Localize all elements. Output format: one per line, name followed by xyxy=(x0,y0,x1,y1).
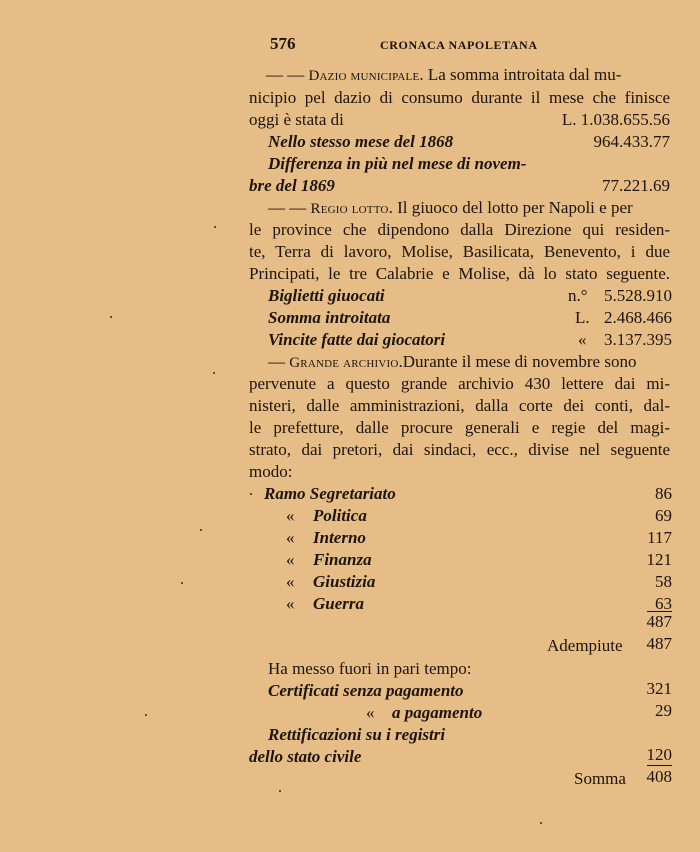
archivio-line5: strato, dai pretori, dai sindaci, ecc., divise nel seguente xyxy=(249,440,670,459)
lotto-heading: Regio lotto xyxy=(310,201,389,217)
rettif-value: 120 xyxy=(646,745,672,764)
dazio-line4-label: Nello stesso mese del 1868 xyxy=(268,132,454,151)
cert-paid-label: a pagamento xyxy=(392,703,483,722)
lotto-row-value: 2.468.466 xyxy=(604,308,672,327)
dazio-dash: — — xyxy=(266,65,305,84)
branch-value: 58 xyxy=(655,572,672,591)
archivio-heading: Grande archivio xyxy=(289,355,399,371)
lotto-row-prefix: n.° xyxy=(568,286,588,305)
lotto-row-value: 5.528.910 xyxy=(604,286,672,305)
lotto-row-label: Biglietti giuocati xyxy=(268,286,385,305)
branch-label: Politica xyxy=(313,506,367,525)
branch-value: 69 xyxy=(655,506,672,525)
running-title: CRONACA NAPOLETANA xyxy=(380,38,538,52)
dazio-heading: Dazio municipale xyxy=(308,68,420,84)
dazio-line6-value: 77.221.69 xyxy=(602,176,670,195)
archivio-heading-line xyxy=(268,351,672,374)
scan-speck xyxy=(181,582,183,584)
adempiute-label: Adempiute xyxy=(547,636,623,655)
rettif-line2: dello stato civile xyxy=(249,747,362,766)
dazio-heading-line xyxy=(266,64,672,87)
branch-value: 121 xyxy=(646,550,672,569)
archivio-line2: pervenute a questo grande archivio 430 lettere dai mi- xyxy=(249,374,670,393)
branch-label: Giustizia xyxy=(313,572,376,591)
lotto-row-prefix: L. xyxy=(575,308,590,327)
page-number: 576 xyxy=(270,34,296,53)
lotto-dash: — — xyxy=(268,198,307,217)
lotto-row-prefix: « xyxy=(578,330,587,349)
dazio-line5: Differenza in più nel mese di novem- xyxy=(268,154,527,173)
cert-free-value: 321 xyxy=(646,679,672,698)
archivio-line3: nisteri, dalle amministrazioni, dalla corte dei conti, dal- xyxy=(249,396,670,415)
dazio-line2: nicipio pel dazio di consumo durante il mese che finisce xyxy=(249,88,670,107)
issued-intro: Ha messo fuori in pari tempo: xyxy=(268,659,472,678)
branch-ditto: « xyxy=(286,506,295,525)
cert-paid-value: 29 xyxy=(655,701,672,720)
lotto-line2: le province che dipendono dalla Direzione qui residen- xyxy=(249,220,670,239)
lotto-row-label: Somma introitata xyxy=(268,308,391,327)
scan-speck xyxy=(145,714,147,716)
cert-free-label: Certificati senza pagamento xyxy=(268,681,464,700)
lotto-row-label: Vincite fatte dai giocatori xyxy=(268,330,446,349)
branch-value: 86 xyxy=(655,484,672,503)
branch-value: 63 xyxy=(655,594,672,613)
cert-paid-ditto: « xyxy=(366,703,375,722)
archivio-dash: — xyxy=(268,352,285,371)
dazio-line3-label: oggi è stata di xyxy=(249,110,344,129)
dazio-line4-value: 964.433.77 xyxy=(593,132,670,151)
dazio-line6-label: bre del 1869 xyxy=(249,176,335,195)
archivio-line1: .Durante il mese di novembre sono xyxy=(398,352,637,371)
scan-speck xyxy=(214,226,216,228)
somma-label: Somma xyxy=(574,769,626,788)
branch-label: Finanza xyxy=(313,550,372,569)
scan-speck xyxy=(279,790,281,792)
branch-ditto: « xyxy=(286,528,295,547)
scan-speck xyxy=(110,316,112,318)
lotto-line1: . Il giuoco del lotto per Napoli e per xyxy=(388,198,633,217)
scan-speck xyxy=(540,822,542,824)
branch-value: 117 xyxy=(647,528,672,547)
archivio-line6: modo: xyxy=(249,462,293,481)
dazio-line3-value: L. 1.038.655.56 xyxy=(561,110,670,129)
lotto-line3: te, Terra di lavoro, Molise, Basilicata, Benevento, i due xyxy=(249,242,670,261)
branch-label: Guerra xyxy=(313,594,365,613)
dazio-line1: . La somma introitata dal mu- xyxy=(419,65,622,84)
scan-speck xyxy=(213,372,215,374)
somma-value: 408 xyxy=(646,767,672,786)
rettif-line1: Rettificazioni su i registri xyxy=(268,725,446,744)
branch-ditto: « xyxy=(286,550,295,569)
lotto-row-value: 3.137.395 xyxy=(604,330,672,349)
adempiute-value: 487 xyxy=(646,634,672,653)
branch-ditto: « xyxy=(286,594,295,613)
branch-total: 487 xyxy=(646,612,672,631)
branch-label: Interno xyxy=(313,528,366,547)
branch-label: Ramo Segretariato xyxy=(264,484,396,503)
lotto-line4: Principati, le tre Calabrie e Molise, dà lo stato seguente. xyxy=(249,264,670,283)
lotto-heading-line xyxy=(268,197,672,220)
archivio-line4: le prefetture, dalle procure generali e regie del magi- xyxy=(249,418,670,437)
scan-speck xyxy=(250,493,252,495)
branch-ditto: « xyxy=(286,572,295,591)
scan-speck xyxy=(200,529,202,531)
